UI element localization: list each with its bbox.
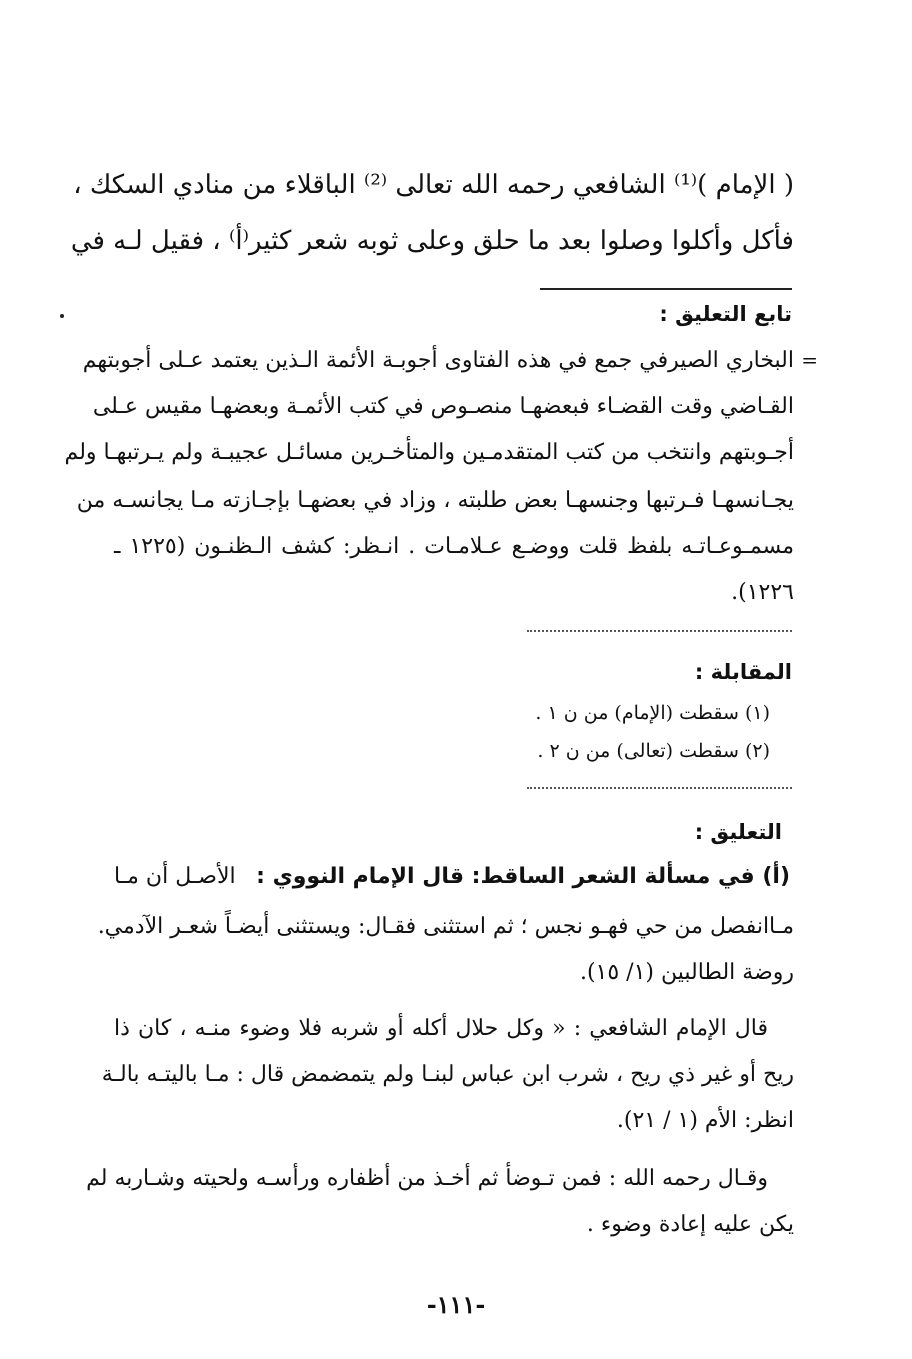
collation-heading: المقابلة : <box>694 660 792 684</box>
commentary-paragraph-2-line-3: انظر: الأم (١ / ٢١). <box>616 1108 794 1133</box>
dotted-separator-1 <box>527 630 792 632</box>
continued-commentary-line-1: البخاري الصيرفي جمع في هذه الفتاوى أجوبـة الأئمة الـذين يعتمد عـلى أجوبتهم <box>82 348 794 373</box>
continued-commentary-line-5: مسمـوعـاتـه بلفظ قلت ووضـع عـلامـات . انـظر: كشف الـظنـون (١٢٢٥ ـ <box>114 534 794 559</box>
commentary-paragraph-1-line-2: مـاانفصل من حي فهـو نجس ؛ ثم استثنى فقـال: ويستثنى أيضـاً شعـر الآدمي. <box>97 914 794 939</box>
commentary-topic-lead: (أ) في مسألة الشعر الساقط: قال الإمام النووي : <box>256 864 790 889</box>
continued-commentary-line-4: يجـانسهـا فـرتبها وجنسهـا بعض طلبته ، وزاد في بعضهـا بإجـازته مـا يجانسـه من <box>76 488 794 513</box>
collation-item-2: (٢) سقطت (تعالى) من ن ٢ . <box>537 740 770 762</box>
main-text-line-1: ( الإمام )⁽¹⁾ الشافعي رحمه الله تعالى ⁽²⁾ الباقلاء من منادي السكك ، <box>73 170 794 200</box>
footnote-separator <box>540 288 792 290</box>
commentary-heading: التعليق : <box>694 820 782 844</box>
continuation-marker: = <box>801 348 818 372</box>
collation-item-1: (١) سقطت (الإمام) من ن ١ . <box>535 702 770 724</box>
commentary-paragraph-3-line-2: يكن عليه إعادة وضوء . <box>586 1212 794 1237</box>
commentary-paragraph-2-line-2: ريح أو غير ذي ريح ، شرب ابن عباس لبنـا ولم يتمضمض قال : مـا باليتـه بالـة <box>101 1062 794 1087</box>
stray-ink-dot <box>60 314 64 318</box>
continued-commentary-line-6: ١٢٢٦). <box>731 580 794 605</box>
commentary-paragraph-1-line-1-text: الأصـل أن مـا <box>114 864 236 889</box>
main-text-line-2: فأكل وأكلوا وصلوا بعد ما حلق وعلى ثوبه شعر كثير⁽أ⁾ ، فقيل لـه في <box>70 226 794 256</box>
commentary-paragraph-1-line-3: روضة الطالبين (١/ ١٥). <box>579 960 794 985</box>
commentary-paragraph-1-line-1 <box>114 866 790 888</box>
commentary-paragraph-2-line-1: قال الإمام الشافعي : « وكل حلال أكله أو شربه فلا وضوء منـه ، كان ذا <box>114 1016 768 1041</box>
dotted-separator-2 <box>527 787 792 789</box>
continued-commentary-line-3: أجـوبتهم وانتخب من كتب المتقدمـين والمتأخـرين مسائـل عجيبـة ولم يـرتبهـا ولم <box>64 440 794 465</box>
page-number: -١١١- <box>426 1290 486 1319</box>
commentary-paragraph-3-line-1: وقـال رحمه الله : فمن تـوضأ ثم أخـذ من أظفاره ورأسـه ولحيته وشـاربه لم <box>86 1166 768 1191</box>
continued-commentary-heading: تابع التعليق : <box>659 302 792 326</box>
continued-commentary-line-2: القـاضي وقت القضـاء فبعضهـا منصـوص في كتب الأئمـة وبعضهـا مقيس عـلى <box>92 394 794 419</box>
